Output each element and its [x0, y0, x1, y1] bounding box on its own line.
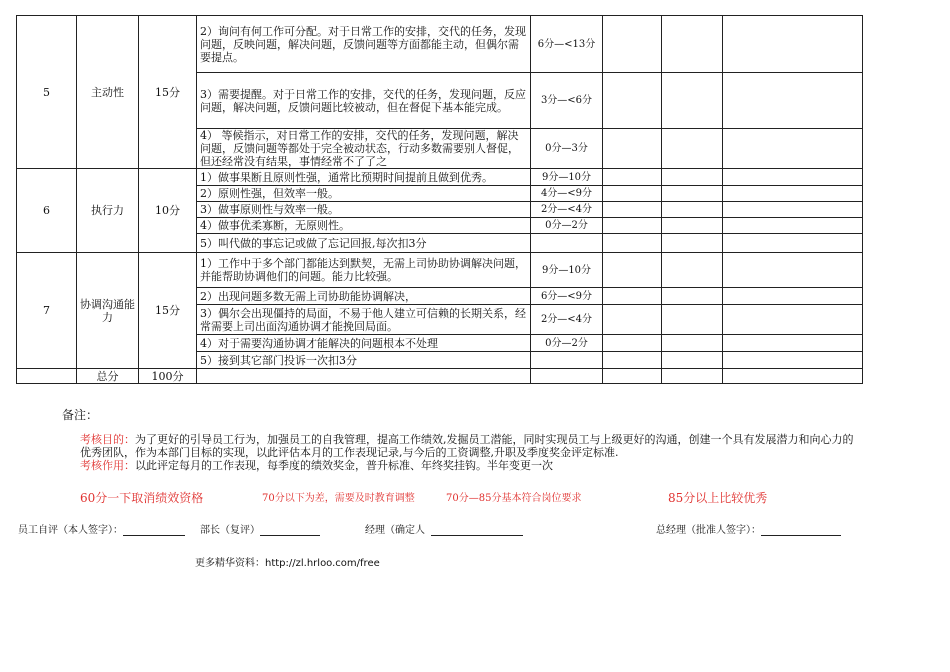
- usage-text: 以此评定每月的工作表现，每季度的绩效奖金，普升标准、年终奖挂钩。半年变更一次: [135, 459, 553, 472]
- blank-cell: [662, 169, 723, 186]
- employee-signature-label: 员工自评（本人签字）：: [18, 525, 123, 536]
- threshold-poor: 70分以下为差，需要及时教育调整: [262, 493, 415, 504]
- criterion-score: 6分—<9分: [531, 288, 603, 305]
- notes-title: 备注：: [62, 408, 99, 422]
- employee-signature: [18, 521, 185, 536]
- threshold-disqualify: 60分一下取消绩效资格: [80, 491, 204, 505]
- purpose-label: 考核目的：: [80, 433, 135, 446]
- criterion-text: 3）偶尔会出现僵持的局面，不易于他人建立可信赖的长期关系，经常需要上司出面沟通协调才能挽回局面。: [197, 305, 531, 335]
- criterion-text: 4）对于需要沟通协调才能解决的问题根本不处理: [197, 335, 531, 352]
- blank-cell: [723, 129, 863, 169]
- manager-signature-line[interactable]: [260, 522, 320, 536]
- blank-cell: [723, 369, 863, 384]
- criterion-text: 4） 等候指示，对日常工作的安排，交代的任务，发现问题，解决问题，反馈问题等都处于完全被动状态，行动多数需要别人督促，但还经常没有结果，事情经常不了了之: [197, 129, 531, 169]
- table-row: [17, 253, 863, 288]
- more-resources-link[interactable]: http://zl.hrloo.com/free: [265, 558, 380, 569]
- row-number: 6: [17, 169, 77, 253]
- blank-cell: [723, 73, 863, 129]
- blank-cell: [723, 218, 863, 234]
- total-label: 总分: [77, 369, 139, 384]
- employee-signature-line[interactable]: [123, 522, 185, 536]
- blank-cell: [662, 16, 723, 73]
- director-signature-label: 经理（确定人: [365, 525, 425, 536]
- blank-cell: [662, 202, 723, 218]
- director-signature-line[interactable]: [431, 522, 523, 536]
- more-resources-label: 更多精华资料：: [195, 558, 265, 569]
- row-number: 7: [17, 253, 77, 369]
- usage-label: 考核作用：: [80, 459, 135, 472]
- blank-cell: [723, 186, 863, 202]
- blank-cell: [603, 16, 662, 73]
- criterion-text: 3）需要提醒。对于日常工作的安排，交代的任务，发现问题，反应问题，解决问题，反馈问题比较被动，但在督促下基本能完成。: [197, 73, 531, 129]
- criterion-text: 1）做事果断且原则性强，通常比预期时间提前且做到优秀。: [197, 169, 531, 186]
- table-row: [17, 16, 863, 73]
- criterion-score: 2分—<4分: [531, 305, 603, 335]
- blank-cell: [603, 234, 662, 253]
- blank-cell: [662, 335, 723, 352]
- criterion-text: 2）原则性强，但效率一般。: [197, 186, 531, 202]
- item-name: 执行力: [77, 169, 139, 253]
- blank-cell: [603, 73, 662, 129]
- blank-cell: [603, 369, 662, 384]
- gm-signature-label: 总经理（批准人签字）：: [656, 525, 761, 536]
- blank-cell: [603, 288, 662, 305]
- criterion-score: 0分—3分: [531, 129, 603, 169]
- blank-cell: [662, 305, 723, 335]
- item-weight: 15分: [139, 16, 197, 169]
- criterion-text: 1）工作中于多个部门都能达到默契，无需上司协助协调解决问题，并能帮助协调他们的问题。能力比较强。: [197, 253, 531, 288]
- blank-cell: [17, 369, 77, 384]
- item-name: 协调沟通能力: [77, 253, 139, 369]
- criterion-text: 5）接到其它部门投诉一次扣3分: [197, 352, 531, 369]
- blank-cell: [662, 352, 723, 369]
- blank-cell: [723, 202, 863, 218]
- blank-cell: [603, 335, 662, 352]
- blank-cell: [662, 288, 723, 305]
- blank-cell: [723, 169, 863, 186]
- threshold-standard: 70分—85分基本符合岗位要求: [446, 493, 582, 504]
- blank-cell: [603, 202, 662, 218]
- criterion-text: 2）询问有何工作可分配。对于日常工作的安排，交代的任务，发现问题，反映问题，解决问题，反馈问题等方面都能主动，但偶尔需要提点。: [197, 16, 531, 73]
- purpose-text: 为了更好的引导员工行为，加强员工的自我管理，提高工作绩效,发掘员工潜能，同时实现员工与上级更好的沟通，创建一个具有发展潜力和向心力的优秀团队，作为本部门目标的实现，以此评估本月的工作表现记录,与今后的工资调整,升职及季度奖金评定标准.: [80, 433, 854, 459]
- threshold-excellent: 85分以上比较优秀: [668, 491, 768, 505]
- total-row: [17, 369, 863, 384]
- blank-cell: [603, 129, 662, 169]
- director-signature: [365, 521, 523, 536]
- blank-cell: [662, 73, 723, 129]
- item-weight: 15分: [139, 253, 197, 369]
- total-weight: 100分: [139, 369, 197, 384]
- manager-signature-label: 部长（复评）: [200, 525, 260, 536]
- more-resources: [195, 554, 380, 569]
- blank-cell: [723, 352, 863, 369]
- blank-cell: [662, 186, 723, 202]
- blank-cell: [723, 305, 863, 335]
- blank-cell: [662, 253, 723, 288]
- gm-signature-line[interactable]: [761, 522, 841, 536]
- table-row: [17, 169, 863, 186]
- criterion-score: 3分—<6分: [531, 73, 603, 129]
- criterion-score: 6分—<13分: [531, 16, 603, 73]
- blank-cell: [662, 234, 723, 253]
- blank-cell: [723, 335, 863, 352]
- blank-cell: [197, 369, 531, 384]
- blank-cell: [603, 169, 662, 186]
- gm-signature: [656, 521, 841, 536]
- criterion-score: 9分—10分: [531, 253, 603, 288]
- criterion-score: 0分—2分: [531, 218, 603, 234]
- blank-cell: [603, 352, 662, 369]
- blank-cell: [662, 369, 723, 384]
- criterion-text: 3）做事原则性与效率一般。: [197, 202, 531, 218]
- manager-signature: [200, 521, 320, 536]
- notes-body: [80, 433, 860, 472]
- blank-cell: [531, 369, 603, 384]
- evaluation-table: [16, 15, 863, 384]
- criterion-score: [531, 352, 603, 369]
- blank-cell: [723, 288, 863, 305]
- blank-cell: [723, 16, 863, 73]
- blank-cell: [603, 218, 662, 234]
- blank-cell: [603, 253, 662, 288]
- criterion-text: 4）做事优柔寡断，无原则性。: [197, 218, 531, 234]
- criterion-score: [531, 234, 603, 253]
- criterion-score: 0分—2分: [531, 335, 603, 352]
- criterion-score: 9分—10分: [531, 169, 603, 186]
- blank-cell: [723, 253, 863, 288]
- criterion-text: 5）叫代做的事忘记或做了忘记回报,每次扣3分: [197, 234, 531, 253]
- blank-cell: [723, 234, 863, 253]
- item-name: 主动性: [77, 16, 139, 169]
- criterion-score: 2分—<4分: [531, 202, 603, 218]
- criterion-text: 2）出现问题多数无需上司协助能协调解决，: [197, 288, 531, 305]
- item-weight: 10分: [139, 169, 197, 253]
- blank-cell: [603, 305, 662, 335]
- blank-cell: [603, 186, 662, 202]
- row-number: 5: [17, 16, 77, 169]
- criterion-score: 4分—<9分: [531, 186, 603, 202]
- blank-cell: [662, 218, 723, 234]
- blank-cell: [662, 129, 723, 169]
